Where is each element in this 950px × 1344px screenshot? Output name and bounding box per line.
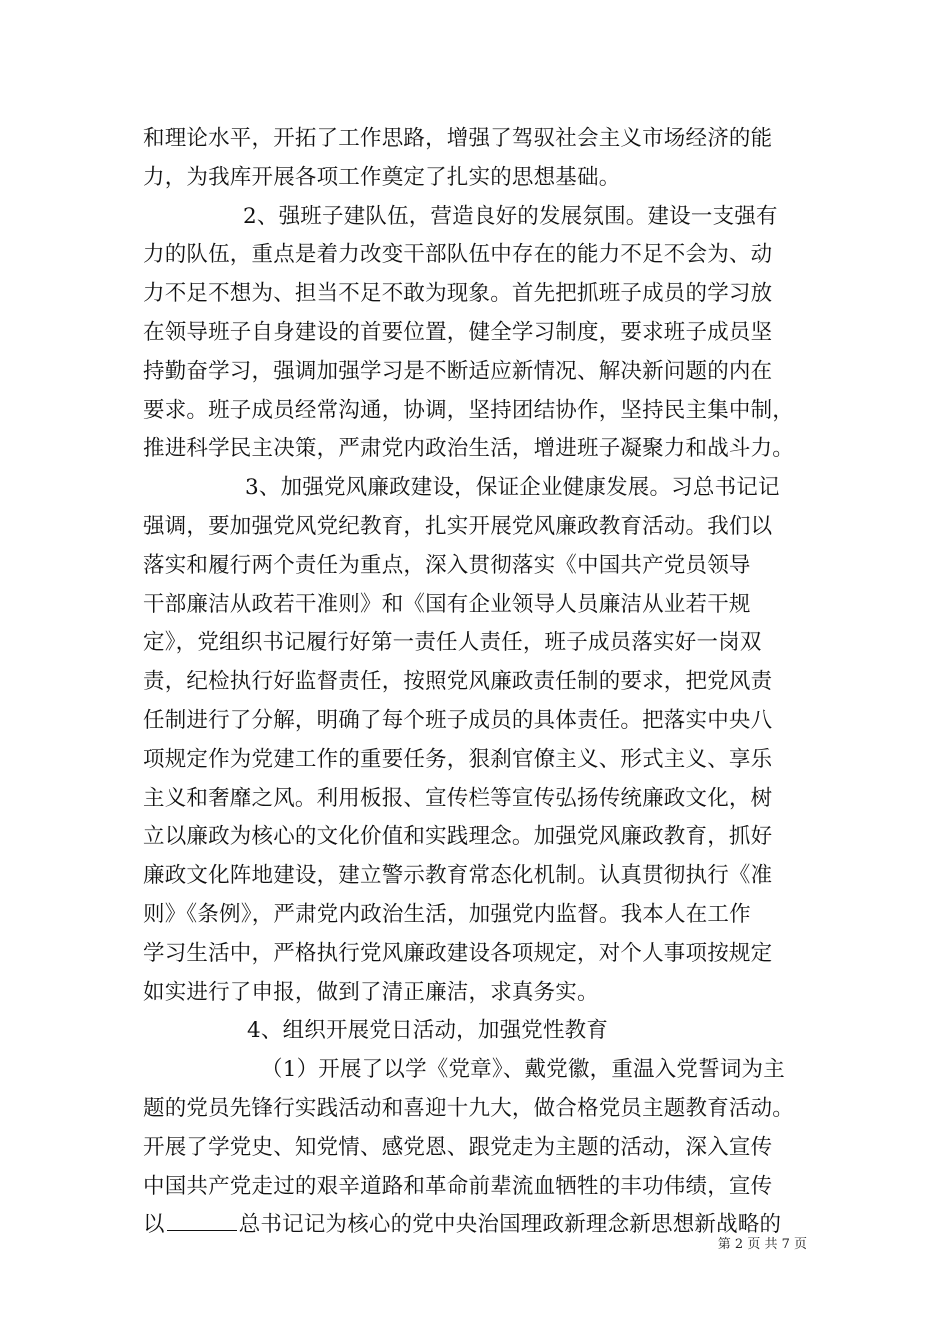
section-4-heading-line: 4、组织开展党日活动，加强党性教育 <box>247 1018 609 1044</box>
document-body <box>143 120 823 1245</box>
blank-underline <box>167 1208 237 1231</box>
text-line-6: 在领导班子自身建设的首要位置，健全学习制度，要求班子成员坚 <box>143 319 773 345</box>
text-line-21: 则》《条例》，严肃党内政治生活，加强党内监督。我本人在工作 <box>143 901 751 927</box>
text-line-29-prefix: 以 <box>143 1212 165 1238</box>
section-2-heading-line: 2、强班子建队伍，营造良好的发展氛围。建设一支强有 <box>243 203 778 229</box>
text-line-19: 立以廉政为核心的文化价值和实践理念。加强党风廉政教育，抓好 <box>143 824 773 850</box>
text-line-28: 中国共产党走过的艰辛道路和革命前辈流血牺牲的丰功伟绩，宣传 <box>143 1173 773 1199</box>
text-line-16: 任制进行了分解，明确了每个班子成员的具体责任。把落实中央八 <box>143 707 773 733</box>
text-line-29-suffix: 总书记记为核心的党中央治国理政新理念新思想新战略的 <box>238 1212 782 1238</box>
text-line-11: 强调，要加强党风党纪教育，扎实开展党风廉政教育活动。我们以 <box>143 513 773 539</box>
text-line-22: 学习生活中，严格执行党风廉政建设各项规定，对个人事项按规定 <box>143 940 773 966</box>
text-line-27: 开展了学党史、知党情、感党恩、跟党走为主题的活动，深入宣传 <box>143 1134 773 1160</box>
text-line-8: 要求。班子成员经常沟通，协调，坚持团结协作，坚持民主集中制， <box>143 397 795 423</box>
text-line-23: 如实进行了申报，做到了清正廉洁，求真务实。 <box>143 979 599 1005</box>
text-line-13: 干部廉洁从政若干准则》和《国有企业领导人员廉洁从业若干规 <box>143 591 751 617</box>
text-line-2: 力，为我库开展各项工作奠定了扎实的思想基础。 <box>143 164 621 190</box>
subsection-1-heading-line: （1）开展了以学《党章》、戴党徽，重温入党誓词为主 <box>261 1057 785 1083</box>
text-line-12: 落实和履行两个责任为重点，深入贯彻落实《中国共产党员领导 <box>143 552 751 578</box>
text-line-4: 力的队伍，重点是着力改变干部队伍中存在的能力不足不会为、动 <box>143 242 773 268</box>
text-line-17: 项规定作为党建工作的重要任务，狠刹官僚主义、形式主义、享乐 <box>143 746 773 772</box>
text-line-14: 定》，党组织书记履行好第一责任人责任，班子成员落实好一岗双 <box>143 630 762 656</box>
text-line-1: 和理论水平，开拓了工作思路，增强了驾驭社会主义市场经济的能 <box>143 126 773 151</box>
text-line-9: 推进科学民主决策，严肃党内政治生活，增进班子凝聚力和战斗力。 <box>143 436 795 462</box>
text-line-20: 廉政文化阵地建设，建立警示教育常态化机制。认真贯彻执行《准 <box>143 863 773 889</box>
text-line-5: 力不足不想为、担当不足不敢为现象。首先把抓班子成员的学习放 <box>143 281 773 307</box>
text-line-15: 责，纪检执行好监督责任，按照党风廉政责任制的要求，把党风责 <box>143 669 773 695</box>
text-line-26: 题的党员先锋行实践活动和喜迎十九大，做合格党员主题教育活动。 <box>143 1095 795 1121</box>
text-line-18: 主义和奢靡之风。利用板报、宣传栏等宣传弘扬传统廉政文化，树 <box>143 785 773 811</box>
text-line-7: 持勤奋学习，强调加强学习是不断适应新情况、解决新问题的内在 <box>143 358 773 384</box>
section-3-heading-line: 3、加强党风廉政建设，保证企业健康发展。习总书记记 <box>245 475 780 501</box>
page-number-footer: 第 2 页 共 7 页 <box>717 1237 807 1252</box>
